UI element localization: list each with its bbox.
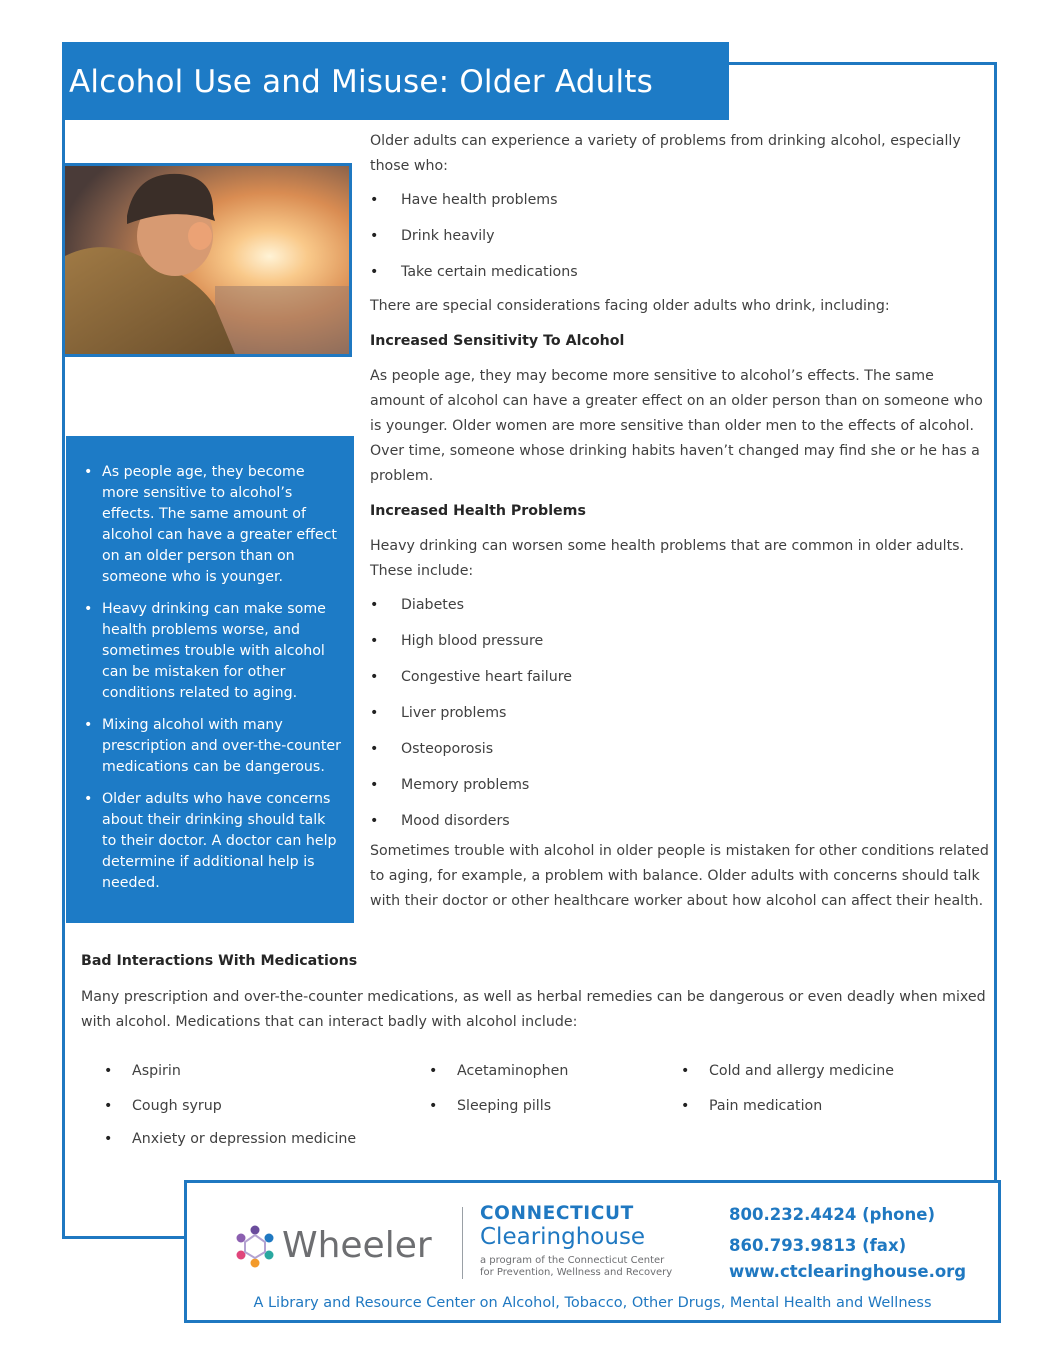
cc-program-text [480, 1255, 690, 1279]
list-item: • Memory problems [370, 775, 992, 795]
footer-tagline: A Library and Resource Center on Alcohol, Tobacco, Other Drugs, Mental Health and Wellness [253, 1295, 932, 1311]
photo-illustration [65, 166, 349, 354]
interactions-section [81, 949, 991, 1035]
page-title: Alcohol Use and Misuse: Older Adults [69, 64, 653, 100]
key-points-list [80, 462, 344, 894]
key-point: • As people age, they become more sensitive to alcohol’s effects. The same amount of alcohol can have a greater effect on an older person than on someone who is younger. [102, 462, 344, 588]
key-point: • Older adults who have concerns about their drinking should talk to their doctor. A doctor can help determine if additional help is needed. [102, 789, 344, 894]
cc-program-line: for Prevention, Wellness and Recovery [480, 1267, 673, 1278]
list-item: • Liver problems [370, 703, 992, 723]
main-content [370, 129, 992, 914]
list-item: • Take certain medications [370, 262, 992, 282]
website-link[interactable]: www.ctclearinghouse.org [729, 1262, 967, 1281]
wheeler-logo [230, 1220, 445, 1272]
health-paragraph: Heavy drinking can worsen some health problems that are common in older adults. These include: [370, 538, 965, 579]
interactions-heading: Bad Interactions With Medications [81, 953, 358, 969]
list-item: • Mood disorders [370, 811, 992, 831]
wheeler-wordmark: Wheeler [282, 1225, 432, 1266]
cc-program-line: a program of the Connecticut Center [480, 1255, 665, 1266]
sensitivity-heading: Increased Sensitivity To Alcohol [370, 333, 625, 349]
list-item: • Acetaminophen [429, 1060, 568, 1082]
cc-subtitle: Clearinghouse [480, 1224, 646, 1250]
list-item: • Drink heavily [370, 226, 992, 246]
list-item: • Aspirin [104, 1060, 181, 1082]
contact-info [729, 1199, 966, 1283]
list-item: • High blood pressure [370, 631, 992, 651]
list-item: • Cough syrup [104, 1095, 222, 1117]
key-point: • Mixing alcohol with many prescription and over-the-counter medications can be dangerous. [102, 715, 344, 778]
logo-divider [462, 1207, 463, 1279]
phone-number: 800.232.4424 (phone) [729, 1205, 936, 1224]
key-point: • Heavy drinking can make some health problems worse, and sometimes trouble with alcohol can be mistaken for other conditions related to aging. [102, 599, 344, 704]
hero-photo [62, 163, 352, 357]
health-heading: Increased Health Problems [370, 503, 586, 519]
considerations-paragraph: There are special considerations facing older adults who drink, including: [370, 298, 890, 314]
cc-title: CONNECTICUT [480, 1203, 634, 1224]
list-item: • Sleeping pills [429, 1095, 551, 1117]
key-points-sidebar [66, 436, 354, 923]
list-item: • Pain medication [681, 1095, 822, 1117]
list-item: • Diabetes [370, 595, 992, 615]
intro-paragraph: Older adults can experience a variety of problems from drinking alcohol, especially those who: [370, 133, 961, 174]
list-item: • Cold and allergy medicine [681, 1060, 894, 1082]
wheeler-star-icon [230, 1220, 280, 1272]
list-item: • Have health problems [370, 190, 992, 210]
closing-paragraph: Sometimes trouble with alcohol in older people is mistaken for other conditions related to aging, for example, a problem with balance. Older adults with concerns should talk with their doctor or other healthcare worker about how alcohol can affect their health. [370, 843, 989, 909]
list-item: • Congestive heart failure [370, 667, 992, 687]
title-bar [62, 42, 729, 120]
list-item: • Anxiety or depression medicine [104, 1128, 356, 1150]
medications-list [81, 1060, 981, 1160]
interactions-paragraph: Many prescription and over-the-counter medications, as well as herbal remedies can be dangerous or even deadly when mixed with alcohol. Medications that can interact badly with alcohol include: [81, 989, 986, 1030]
sensitivity-paragraph: As people age, they may become more sensitive to alcohol’s effects. The same amount of alcohol can have a greater effect on an older person than on someone who is younger. Older women are more sensitive than older men to the effects of alcohol. Over time, someone whose drinking habits haven’t changed may find she or he has a problem. [370, 368, 983, 484]
title-spacer [66, 120, 352, 162]
footer [184, 1180, 1001, 1323]
fax-number: 860.793.9813 (fax) [729, 1236, 907, 1255]
list-item: • Osteoporosis [370, 739, 992, 759]
